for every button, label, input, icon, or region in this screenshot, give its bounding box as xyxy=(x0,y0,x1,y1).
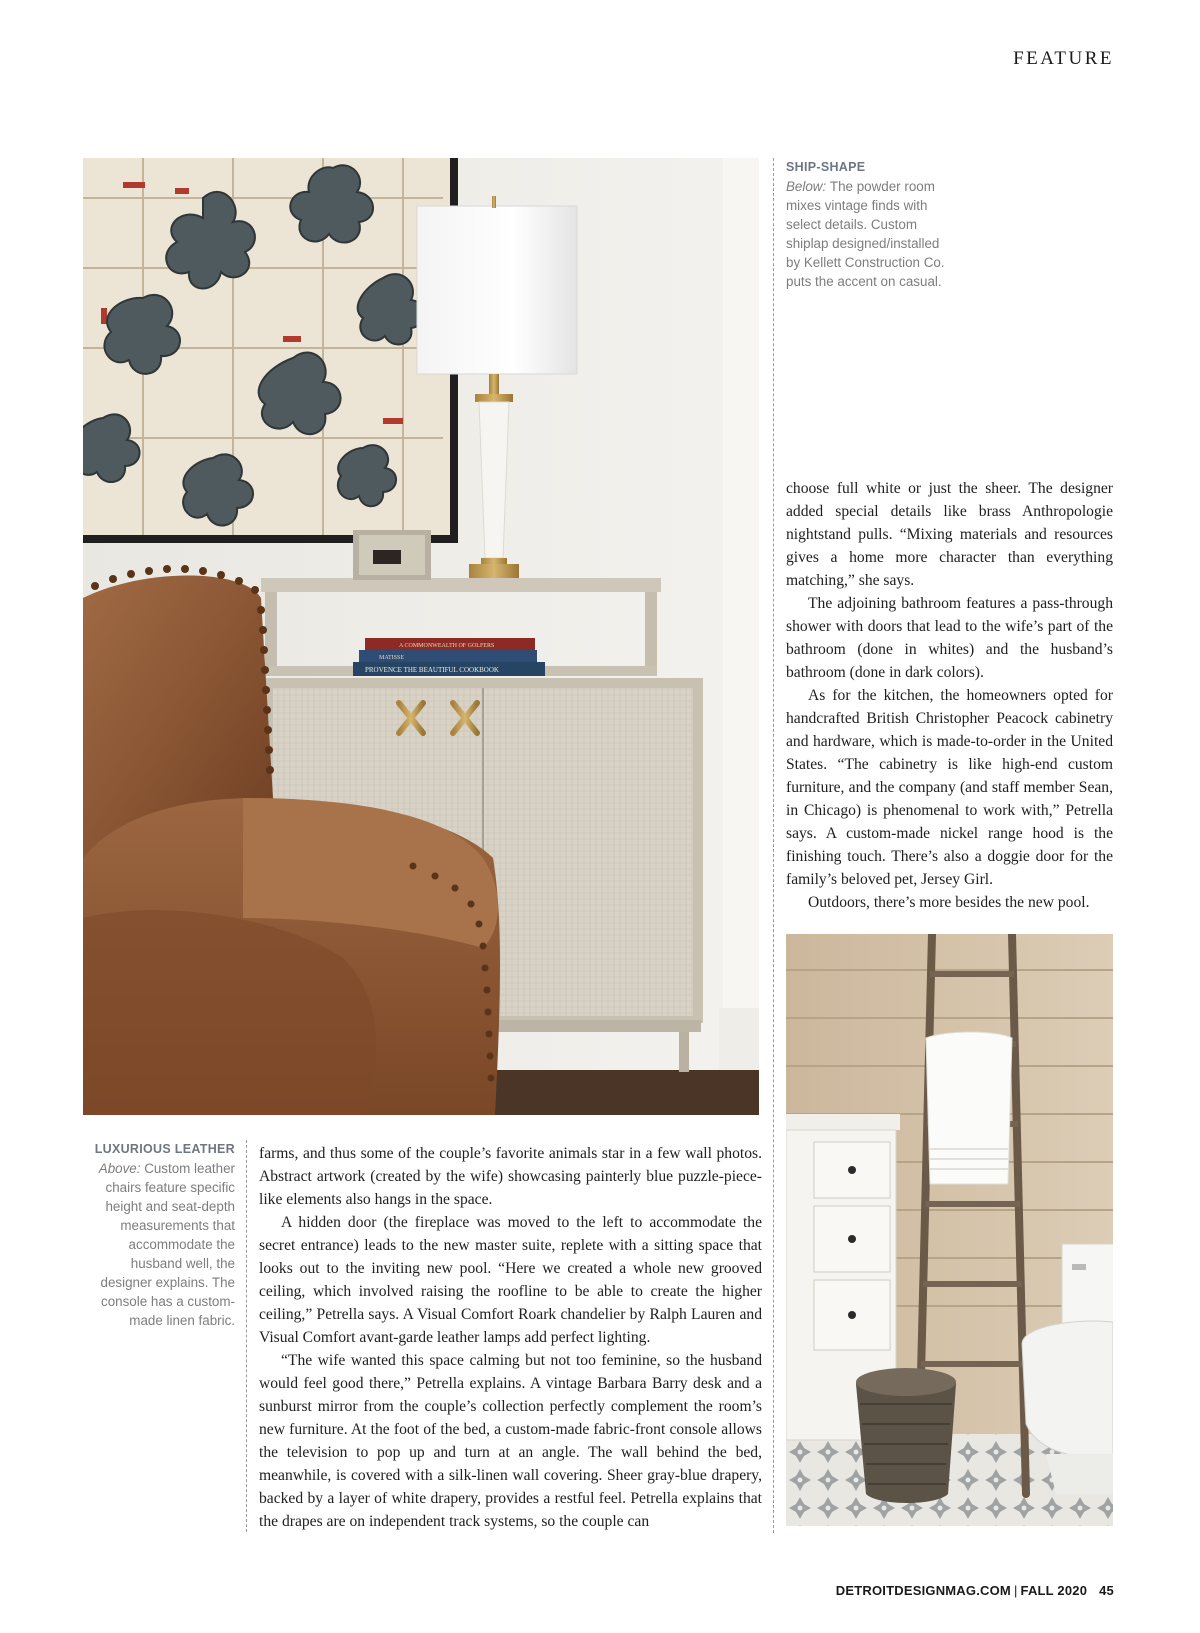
paragraph: Outdoors, there’s more besides the new pool. xyxy=(808,894,1090,911)
caption-lead: Above: xyxy=(98,1161,145,1176)
caption-luxurious-leather xyxy=(80,1140,235,1330)
paragraph: The adjoining bathroom features a pass-through shower with doors that lead to the wife’s part of the bathroom (done in whites) and the husband’s bathroom (done in dark colors). xyxy=(786,595,1113,681)
paragraph: “The wife wanted this space calming but not too feminine, so the husband would feel good there,” Petrella explains. A vintage Barbara Barry desk and a sunburst mirror from the couple’s collection perfectly complement the room’s new furniture. At the foot of the bed, a custom-made fabric-front console allows the television to pop up and turn at an angle. The wall behind the bed, meanwhile, is covered with a silk-linen wall covering. Sheer gray-blue drapery, backed by a layer of white drapery, provides a restful feel. Petrella explains that the drapes are on independent track systems, so the couple can xyxy=(259,1352,762,1530)
book-spine-2: MATISSE xyxy=(379,655,405,661)
caption-lead: Below: xyxy=(786,179,830,194)
powder-room-photo xyxy=(786,934,1113,1526)
section-label: FEATURE xyxy=(1013,48,1114,69)
caption-heading: LUXURIOUS LEATHER xyxy=(94,1142,235,1156)
issue-label: FALL 2020 xyxy=(1020,1583,1088,1598)
caption-text: Custom leather chairs feature specific height and seat-depth measurements that accommodate the husband well, the designer explains. The console has a custom-made linen fabric. xyxy=(100,1161,235,1328)
page-folio xyxy=(836,1583,1114,1598)
paragraph: As for the kitchen, the homeowners opted for handcrafted British Christopher Peacock cabinetry and hardware, which is made-to-order in the United States. “The cabinetry is like high-end custom furniture, and the company (and staff member Sean, in Chicago) is phenomenal to work with,” Petrella says. A custom-made nickel range hood is the finishing touch. There’s also a doggie door for the family’s beloved pet, Jersey Girl. xyxy=(786,687,1113,888)
book-spine-1: A COMMONWEALTH OF GOLFERS xyxy=(399,643,495,649)
caption-heading: SHIP-SHAPE xyxy=(786,160,866,174)
column-rule-right xyxy=(773,158,774,1533)
paragraph: farms, and thus some of the couple’s favorite animals star in a few wall photos. Abstract artwork (created by the wife) showcasing painterly blue puzzle-piece-like elements also hangs in the space. xyxy=(259,1145,762,1208)
page-number: 45 xyxy=(1099,1583,1114,1598)
main-photo xyxy=(83,158,759,1115)
column-rule-left xyxy=(246,1140,247,1532)
paragraph: choose full white or just the sheer. The designer added special details like brass Anthropologie nightstand pulls. “Mixing materials and resources gives a home more character than everything matching,” she says. xyxy=(786,480,1113,589)
site-url: DETROITDESIGNMAG.COM xyxy=(835,1583,1011,1598)
paragraph: A hidden door (the fireplace was moved to the left to accommodate the secret entrance) leads to the new master suite, replete with a sitting space that looks out to the inviting new pool. “Here we created a whole new grooved ceiling, which involved raising the roofline to be able to create the higher ceiling,” Petrella says. A Visual Comfort Roark chandelier by Ralph Lauren and Visual Comfort avant-garde leather lamps add perfect lighting. xyxy=(259,1214,762,1346)
article-column-right xyxy=(786,477,1113,914)
folio-separator: | xyxy=(1013,1583,1018,1598)
caption-text: The powder room mixes vintage finds with select details. Custom shiplap designed/installed by Kellett Construction Co. puts the accent on casual. xyxy=(786,179,945,289)
article-column-left xyxy=(259,1142,762,1533)
caption-ship-shape xyxy=(786,158,946,291)
book-spine-3: PROVENCE THE BEAUTIFUL COOKBOOK xyxy=(365,666,499,674)
